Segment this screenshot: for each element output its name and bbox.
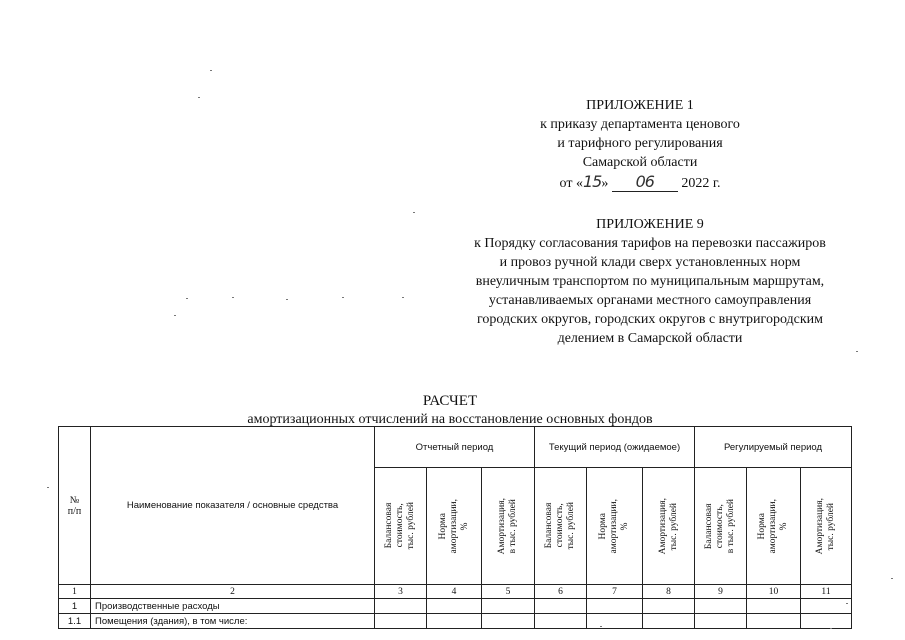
- period-reporting-header: Отчетный период: [375, 427, 535, 468]
- subcolumn-header: Балансовая стоимость, в тыс. рублей: [695, 468, 747, 585]
- table-cell: [535, 599, 587, 614]
- table-cell: [482, 599, 535, 614]
- date-month: 06: [612, 172, 678, 192]
- appendix-9-line: делением в Самарской области: [557, 331, 743, 346]
- subcolumn-header: Норма амортизации, %: [747, 468, 801, 585]
- table-cell: [801, 599, 852, 614]
- table-cell: [427, 599, 482, 614]
- subcolumn-header: Норма амортизации, %: [587, 468, 643, 585]
- column-number-cell: 9: [695, 585, 747, 599]
- subcolumn-header: Амортизация, тыс. рублей: [801, 468, 852, 585]
- subcolumn-header: Балансовая стоимость, тыс. рублей: [375, 468, 427, 585]
- column-numbers-row: [59, 585, 852, 599]
- subcolumn-header: Норма амортизации, %: [427, 468, 482, 585]
- appendix-1-date: [490, 172, 790, 193]
- period-regulated-header: Регулируемый период: [695, 427, 852, 468]
- period-current-header: Текущий период (ожидаемое): [535, 427, 695, 468]
- document-title: [225, 392, 675, 428]
- column-number-cell: 1: [59, 585, 91, 599]
- table-cell: [375, 599, 427, 614]
- column-number-cell: 8: [643, 585, 695, 599]
- column-name-header: Наименование показателя / основные средства: [91, 427, 375, 585]
- table-cell: [747, 599, 801, 614]
- table-cell: [587, 599, 643, 614]
- table-cell: [643, 614, 695, 629]
- column-number-cell: 3: [375, 585, 427, 599]
- column-number-header: № п/п: [59, 427, 91, 585]
- scan-speck: [891, 578, 893, 579]
- appendix-9-line: внеуличным транспортом по муниципальным маршрутам,: [475, 274, 825, 289]
- column-number-cell: 7: [587, 585, 643, 599]
- scan-speck: [600, 626, 602, 627]
- table-cell: [695, 614, 747, 629]
- table-cell: [482, 614, 535, 629]
- column-number-cell: 10: [747, 585, 801, 599]
- appendix-9-line: и провоз ручной клади сверх установленных норм: [499, 255, 801, 270]
- column-number-cell: 2: [91, 585, 375, 599]
- table-cell: [695, 599, 747, 614]
- scan-speck: [210, 70, 212, 71]
- subcolumn-header: Амортизация, в тыс. рублей: [482, 468, 535, 585]
- appendix-9-title: ПРИЛОЖЕНИЕ 9: [596, 217, 704, 232]
- table-cell: [643, 599, 695, 614]
- appendix-9-line: городских округов, городских округов с внутригородским: [476, 312, 824, 327]
- column-number-cell: 6: [535, 585, 587, 599]
- appendix-9-line: устанавливаемых органами местного самоуправления: [488, 293, 812, 308]
- table-row: [59, 614, 852, 629]
- scan-speck: [174, 315, 176, 316]
- row-number: 1.1: [59, 614, 91, 629]
- scan-speck: [286, 299, 288, 300]
- table-cell: [587, 614, 643, 629]
- scan-speck: [342, 297, 344, 298]
- appendix-1-header: [490, 96, 790, 193]
- scan-speck: [856, 351, 858, 352]
- appendix-1-line: к приказу департамента ценового: [540, 117, 740, 132]
- appendix-1-title: ПРИЛОЖЕНИЕ 1: [586, 98, 694, 113]
- document-title-main: РАСЧЕТ: [422, 393, 478, 409]
- column-number-cell: 11: [801, 585, 852, 599]
- column-number-cell: 5: [482, 585, 535, 599]
- date-year: 2022 г.: [681, 176, 721, 191]
- date-prefix: от «: [559, 176, 583, 191]
- scan-speck: [402, 297, 404, 298]
- table-cell: [747, 614, 801, 629]
- scan-speck: [47, 487, 49, 488]
- table-cell: [535, 614, 587, 629]
- scan-speck: [846, 603, 848, 604]
- column-number-cell: 4: [427, 585, 482, 599]
- subcolumn-header: Амортизация, тыс. рублей: [643, 468, 695, 585]
- date-day: 15: [582, 172, 602, 191]
- row-number: 1: [59, 599, 91, 614]
- document-title-sub: амортизационных отчислений на восстановление основных фондов: [247, 412, 653, 427]
- row-name: Производственные расходы: [91, 599, 375, 614]
- scan-speck: [186, 298, 188, 299]
- table-row: [59, 599, 852, 614]
- date-mid: »: [601, 176, 609, 191]
- appendix-1-line: и тарифного регулирования: [557, 136, 723, 151]
- table-header-row: [59, 427, 852, 468]
- appendix-1-line: Самарской области: [582, 155, 698, 170]
- table-cell: [801, 614, 852, 629]
- table-cell: [375, 614, 427, 629]
- subcolumn-header: Балансовая стоимость, тыс. рублей: [535, 468, 587, 585]
- scan-speck: [413, 212, 415, 213]
- scan-speck: [830, 628, 832, 629]
- table-cell: [427, 614, 482, 629]
- row-name: Помещения (здания), в том числе:: [91, 614, 375, 629]
- calculation-table: [58, 426, 852, 629]
- scan-speck: [198, 97, 200, 98]
- appendix-9-line: к Порядку согласования тарифов на перевозки пассажиров: [474, 236, 826, 251]
- appendix-9-header: [445, 215, 855, 348]
- scan-speck: [232, 297, 234, 298]
